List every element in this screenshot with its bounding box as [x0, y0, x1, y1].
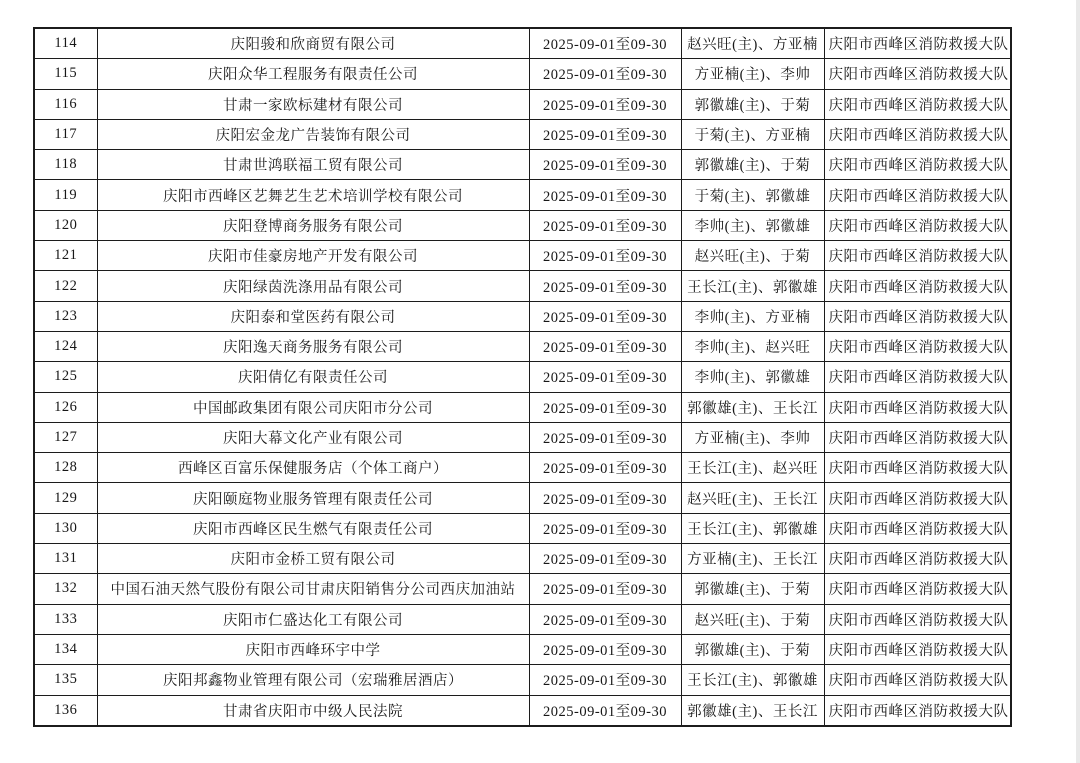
inspectors-cell: 李帅(主)、郭徽雄 — [681, 210, 824, 240]
agency-cell: 庆阳市西峰区消防救援大队 — [824, 28, 1011, 59]
agency-cell: 庆阳市西峰区消防救援大队 — [824, 392, 1011, 422]
inspectors-cell: 郭徽雄(主)、于菊 — [681, 150, 824, 180]
company-name-cell: 中国邮政集团有限公司庆阳市分公司 — [97, 392, 529, 422]
inspection-date-cell: 2025-09-01至09-30 — [529, 574, 681, 604]
inspection-date-cell: 2025-09-01至09-30 — [529, 483, 681, 513]
inspection-date-cell: 2025-09-01至09-30 — [529, 453, 681, 483]
company-name-cell: 甘肃省庆阳市中级人民法院 — [97, 695, 529, 726]
table-row — [34, 271, 1011, 301]
row-number-cell: 118 — [34, 150, 97, 180]
agency-cell: 庆阳市西峰区消防救援大队 — [824, 271, 1011, 301]
table-row — [34, 634, 1011, 664]
row-number-cell: 132 — [34, 574, 97, 604]
table-row — [34, 241, 1011, 271]
inspectors-cell: 李帅(主)、赵兴旺 — [681, 331, 824, 361]
company-name-cell: 甘肃世鸿联福工贸有限公司 — [97, 150, 529, 180]
table-row — [34, 89, 1011, 119]
inspectors-cell: 王长江(主)、郭徽雄 — [681, 271, 824, 301]
table-row — [34, 513, 1011, 543]
table-row — [34, 574, 1011, 604]
inspection-date-cell: 2025-09-01至09-30 — [529, 331, 681, 361]
company-name-cell: 庆阳大幕文化产业有限公司 — [97, 422, 529, 452]
inspection-date-cell: 2025-09-01至09-30 — [529, 210, 681, 240]
company-name-cell: 庆阳市佳豪房地产开发有限公司 — [97, 241, 529, 271]
row-number-cell: 134 — [34, 634, 97, 664]
table-row — [34, 180, 1011, 210]
table-row — [34, 544, 1011, 574]
row-number-cell: 129 — [34, 483, 97, 513]
company-name-cell: 庆阳邦鑫物业管理有限公司（宏瑞雅居酒店） — [97, 665, 529, 695]
agency-cell: 庆阳市西峰区消防救援大队 — [824, 422, 1011, 452]
table-row — [34, 150, 1011, 180]
table-row — [34, 665, 1011, 695]
inspectors-cell: 方亚楠(主)、王长江 — [681, 544, 824, 574]
row-number-cell: 135 — [34, 665, 97, 695]
row-number-cell: 131 — [34, 544, 97, 574]
inspectors-cell: 赵兴旺(主)、于菊 — [681, 604, 824, 634]
agency-cell: 庆阳市西峰区消防救援大队 — [824, 634, 1011, 664]
inspectors-cell: 王长江(主)、赵兴旺 — [681, 453, 824, 483]
company-name-cell: 庆阳市西峰环宇中学 — [97, 634, 529, 664]
inspection-date-cell: 2025-09-01至09-30 — [529, 241, 681, 271]
inspectors-cell: 郭徽雄(主)、于菊 — [681, 574, 824, 604]
inspectors-cell: 郭徽雄(主)、于菊 — [681, 634, 824, 664]
company-name-cell: 庆阳倩亿有限责任公司 — [97, 362, 529, 392]
company-name-cell: 庆阳市仁盛达化工有限公司 — [97, 604, 529, 634]
table-row — [34, 210, 1011, 240]
agency-cell: 庆阳市西峰区消防救援大队 — [824, 574, 1011, 604]
table-row — [34, 695, 1011, 726]
company-name-cell: 庆阳众华工程服务有限责任公司 — [97, 59, 529, 89]
inspectors-cell: 于菊(主)、方亚楠 — [681, 119, 824, 149]
agency-cell: 庆阳市西峰区消防救援大队 — [824, 513, 1011, 543]
company-name-cell: 庆阳颐庭物业服务管理有限责任公司 — [97, 483, 529, 513]
agency-cell: 庆阳市西峰区消防救援大队 — [824, 331, 1011, 361]
agency-cell: 庆阳市西峰区消防救援大队 — [824, 59, 1011, 89]
agency-cell: 庆阳市西峰区消防救援大队 — [824, 241, 1011, 271]
row-number-cell: 120 — [34, 210, 97, 240]
agency-cell: 庆阳市西峰区消防救援大队 — [824, 695, 1011, 726]
inspectors-cell: 李帅(主)、郭徽雄 — [681, 362, 824, 392]
agency-cell: 庆阳市西峰区消防救援大队 — [824, 362, 1011, 392]
inspectors-cell: 于菊(主)、郭徽雄 — [681, 180, 824, 210]
row-number-cell: 114 — [34, 28, 97, 59]
agency-cell: 庆阳市西峰区消防救援大队 — [824, 89, 1011, 119]
row-number-cell: 128 — [34, 453, 97, 483]
inspection-date-cell: 2025-09-01至09-30 — [529, 513, 681, 543]
table-row — [34, 28, 1011, 59]
inspectors-cell: 赵兴旺(主)、王长江 — [681, 483, 824, 513]
inspectors-cell: 王长江(主)、郭徽雄 — [681, 513, 824, 543]
row-number-cell: 121 — [34, 241, 97, 271]
company-name-cell: 庆阳逸天商务服务有限公司 — [97, 331, 529, 361]
inspection-date-cell: 2025-09-01至09-30 — [529, 544, 681, 574]
inspection-date-cell: 2025-09-01至09-30 — [529, 180, 681, 210]
company-name-cell: 庆阳市西峰区艺舞艺生艺术培训学校有限公司 — [97, 180, 529, 210]
inspection-date-cell: 2025-09-01至09-30 — [529, 301, 681, 331]
row-number-cell: 117 — [34, 119, 97, 149]
inspectors-cell: 王长江(主)、郭徽雄 — [681, 665, 824, 695]
agency-cell: 庆阳市西峰区消防救援大队 — [824, 544, 1011, 574]
row-number-cell: 123 — [34, 301, 97, 331]
row-number-cell: 116 — [34, 89, 97, 119]
company-name-cell: 庆阳登博商务服务有限公司 — [97, 210, 529, 240]
agency-cell: 庆阳市西峰区消防救援大队 — [824, 119, 1011, 149]
company-name-cell: 西峰区百富乐保健服务店（个体工商户） — [97, 453, 529, 483]
agency-cell: 庆阳市西峰区消防救援大队 — [824, 210, 1011, 240]
row-number-cell: 122 — [34, 271, 97, 301]
company-name-cell: 庆阳宏金龙广告装饰有限公司 — [97, 119, 529, 149]
row-number-cell: 133 — [34, 604, 97, 634]
row-number-cell: 126 — [34, 392, 97, 422]
agency-cell: 庆阳市西峰区消防救援大队 — [824, 665, 1011, 695]
table-body — [34, 28, 1011, 726]
company-name-cell: 甘肃一家欧标建材有限公司 — [97, 89, 529, 119]
agency-cell: 庆阳市西峰区消防救援大队 — [824, 301, 1011, 331]
page-edge-shadow — [1076, 0, 1080, 763]
inspectors-cell: 郭徽雄(主)、王长江 — [681, 392, 824, 422]
row-number-cell: 127 — [34, 422, 97, 452]
inspection-date-cell: 2025-09-01至09-30 — [529, 362, 681, 392]
inspection-date-cell: 2025-09-01至09-30 — [529, 119, 681, 149]
inspection-date-cell: 2025-09-01至09-30 — [529, 271, 681, 301]
table-row — [34, 604, 1011, 634]
agency-cell: 庆阳市西峰区消防救援大队 — [824, 604, 1011, 634]
table-row — [34, 119, 1011, 149]
table-row — [34, 453, 1011, 483]
inspection-date-cell: 2025-09-01至09-30 — [529, 695, 681, 726]
table-row — [34, 392, 1011, 422]
company-name-cell: 庆阳市西峰区民生燃气有限责任公司 — [97, 513, 529, 543]
inspection-date-cell: 2025-09-01至09-30 — [529, 89, 681, 119]
inspection-date-cell: 2025-09-01至09-30 — [529, 665, 681, 695]
inspection-date-cell: 2025-09-01至09-30 — [529, 150, 681, 180]
row-number-cell: 130 — [34, 513, 97, 543]
inspectors-cell: 李帅(主)、方亚楠 — [681, 301, 824, 331]
inspection-date-cell: 2025-09-01至09-30 — [529, 422, 681, 452]
inspectors-cell: 方亚楠(主)、李帅 — [681, 59, 824, 89]
table-row — [34, 331, 1011, 361]
table-row — [34, 301, 1011, 331]
inspection-date-cell: 2025-09-01至09-30 — [529, 28, 681, 59]
inspectors-cell: 郭徽雄(主)、于菊 — [681, 89, 824, 119]
inspection-table — [33, 27, 1012, 727]
inspectors-cell: 郭徽雄(主)、王长江 — [681, 695, 824, 726]
table-row — [34, 362, 1011, 392]
agency-cell: 庆阳市西峰区消防救援大队 — [824, 180, 1011, 210]
agency-cell: 庆阳市西峰区消防救援大队 — [824, 150, 1011, 180]
row-number-cell: 125 — [34, 362, 97, 392]
inspection-date-cell: 2025-09-01至09-30 — [529, 59, 681, 89]
company-name-cell: 庆阳绿茵洗涤用品有限公司 — [97, 271, 529, 301]
inspection-date-cell: 2025-09-01至09-30 — [529, 392, 681, 422]
company-name-cell: 庆阳骏和欣商贸有限公司 — [97, 28, 529, 59]
table-row — [34, 59, 1011, 89]
row-number-cell: 136 — [34, 695, 97, 726]
row-number-cell: 119 — [34, 180, 97, 210]
agency-cell: 庆阳市西峰区消防救援大队 — [824, 453, 1011, 483]
table-row — [34, 483, 1011, 513]
company-name-cell: 中国石油天然气股份有限公司甘肃庆阳销售分公司西庆加油站 — [97, 574, 529, 604]
inspection-date-cell: 2025-09-01至09-30 — [529, 634, 681, 664]
table-row — [34, 422, 1011, 452]
inspection-date-cell: 2025-09-01至09-30 — [529, 604, 681, 634]
inspectors-cell: 赵兴旺(主)、于菊 — [681, 241, 824, 271]
row-number-cell: 115 — [34, 59, 97, 89]
agency-cell: 庆阳市西峰区消防救援大队 — [824, 483, 1011, 513]
inspectors-cell: 赵兴旺(主)、方亚楠 — [681, 28, 824, 59]
row-number-cell: 124 — [34, 331, 97, 361]
company-name-cell: 庆阳泰和堂医药有限公司 — [97, 301, 529, 331]
inspectors-cell: 方亚楠(主)、李帅 — [681, 422, 824, 452]
company-name-cell: 庆阳市金桥工贸有限公司 — [97, 544, 529, 574]
